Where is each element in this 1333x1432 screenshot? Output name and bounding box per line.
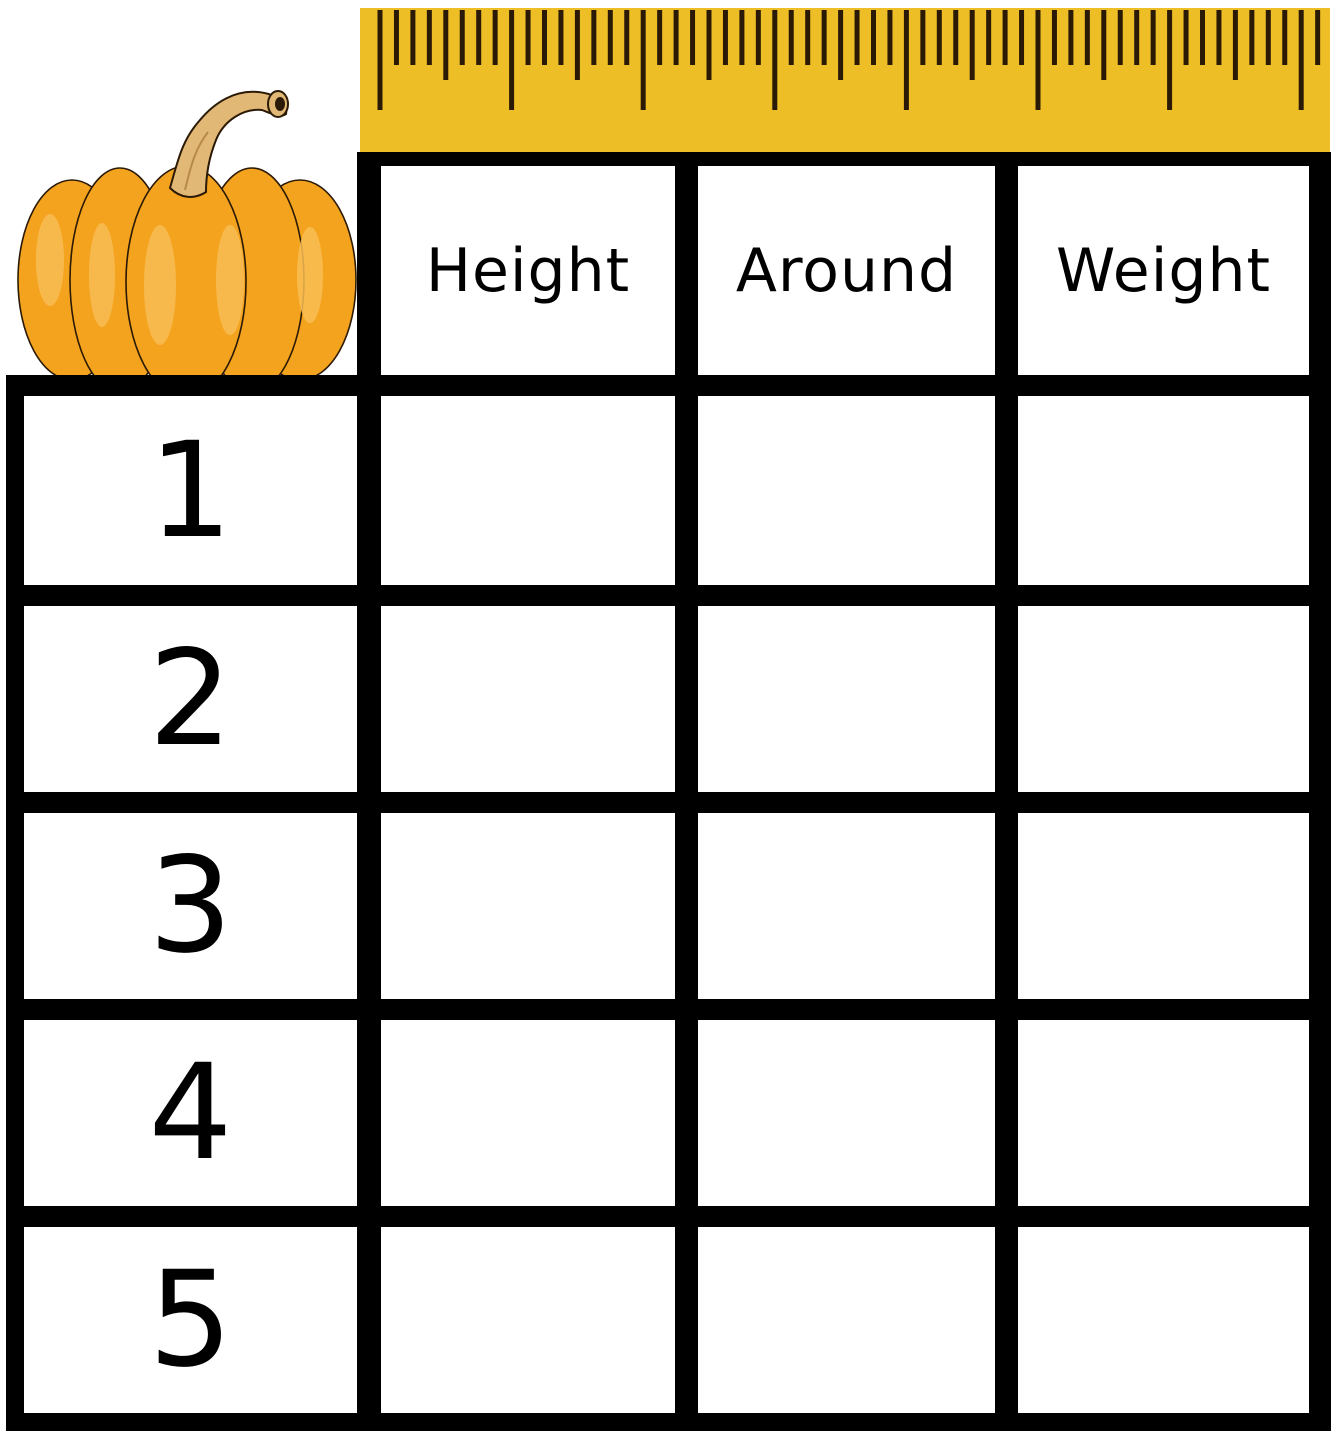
column-divider: [675, 152, 698, 1431]
row-number-5: 5: [148, 1243, 233, 1397]
cell-weight-3[interactable]: [1018, 813, 1309, 999]
cell-weight-4[interactable]: [1018, 1020, 1309, 1206]
cell-around-2[interactable]: [698, 606, 995, 792]
header-around: Around: [735, 235, 958, 306]
cell-around-1[interactable]: [698, 396, 995, 585]
cell-weight-1[interactable]: [1018, 396, 1309, 585]
cell-height-1[interactable]: [381, 396, 675, 585]
cell-height-5[interactable]: [381, 1227, 675, 1413]
cell-around-4[interactable]: [698, 1020, 995, 1206]
cell-height-2[interactable]: [381, 606, 675, 792]
row-number-2: 2: [148, 622, 233, 776]
cell-weight-2[interactable]: [1018, 606, 1309, 792]
cell-weight-5[interactable]: [1018, 1227, 1309, 1413]
table-border-header-bottom: [6, 375, 1317, 396]
cell-height-3[interactable]: [381, 813, 675, 999]
row-divider: [6, 1206, 1317, 1227]
column-divider: [357, 152, 381, 1431]
table-border-bottom: [6, 1413, 1317, 1431]
cell-around-5[interactable]: [698, 1227, 995, 1413]
header-weight: Weight: [1055, 235, 1272, 306]
table-border-right: [1309, 152, 1331, 1431]
row-number-1: 1: [148, 413, 233, 568]
pumpkin-icon: [10, 70, 362, 395]
cell-height-4[interactable]: [381, 1020, 675, 1206]
header-height: Height: [425, 235, 631, 306]
row-divider: [6, 999, 1317, 1020]
row-divider: [6, 585, 1317, 606]
row-divider: [6, 792, 1317, 813]
ruler-icon: [360, 8, 1330, 153]
table-border-left: [6, 375, 24, 1431]
column-divider: [995, 152, 1018, 1431]
cell-around-3[interactable]: [698, 813, 995, 999]
row-number-3: 3: [148, 829, 233, 983]
table-border-top-header: [357, 152, 1331, 166]
row-number-4: 4: [148, 1036, 233, 1190]
